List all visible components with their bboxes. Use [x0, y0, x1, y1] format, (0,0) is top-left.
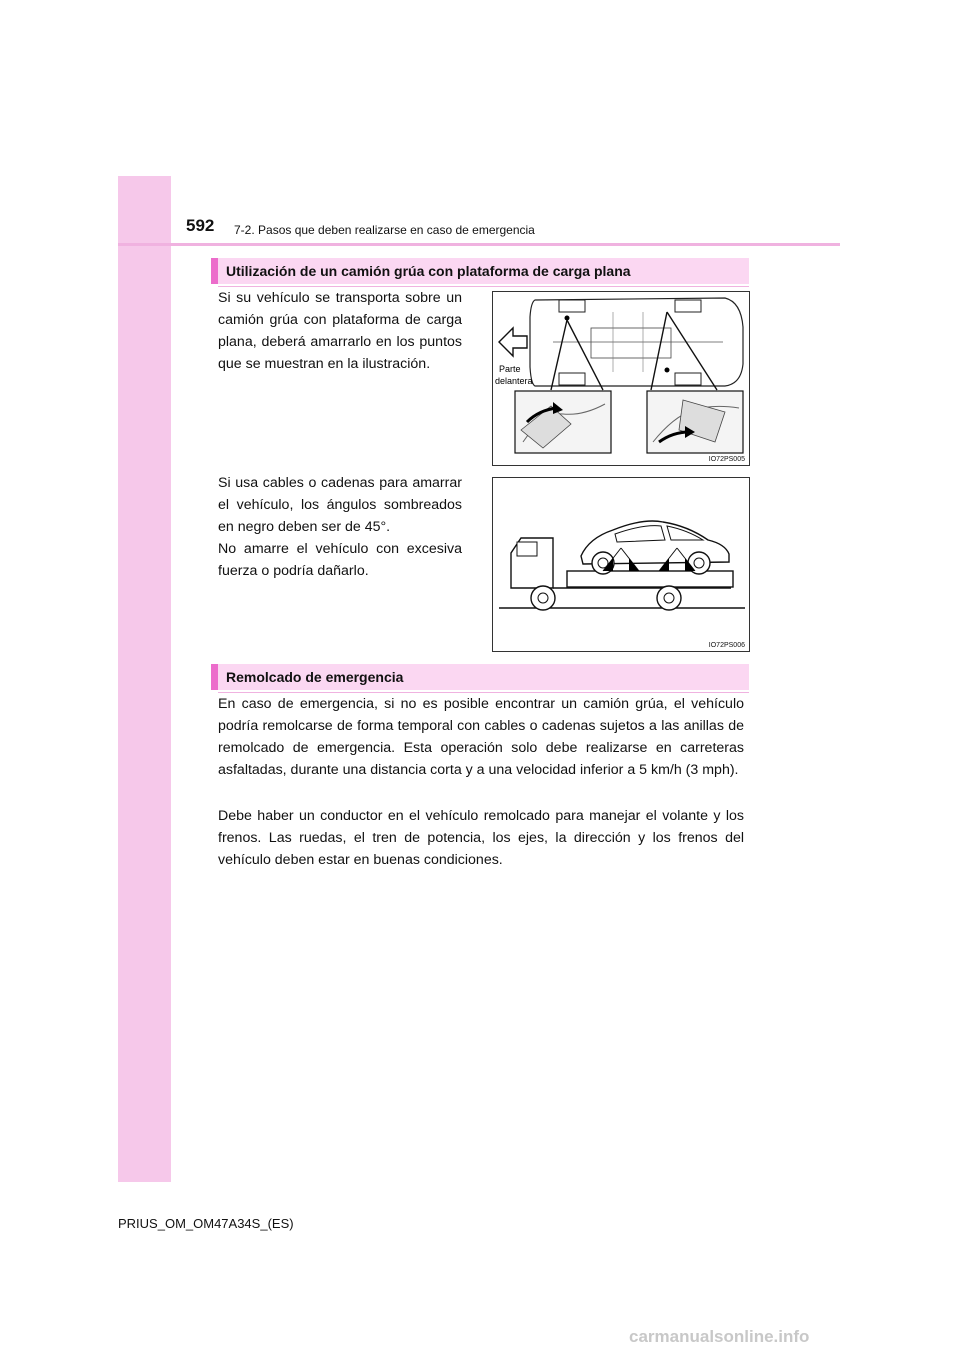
side-band — [118, 176, 171, 1182]
tie-down-points-figure — [492, 291, 750, 466]
page-number: 592 — [186, 216, 215, 235]
figure1-code: IO72PS005 — [708, 456, 745, 463]
section-heading-emergency-towing — [211, 664, 749, 690]
header-rule — [118, 243, 840, 246]
figure2-code: IO72PS006 — [708, 642, 745, 649]
front-label-line2: delantera — [495, 376, 533, 386]
chapter-title: 7-2. Pasos que deben realizarse en caso de emergencia — [234, 223, 535, 237]
flatbed-paragraph-3: No amarre el vehículo con excesiva fuerza o podría dañarlo. — [218, 541, 462, 579]
section-heading-flatbed-text: Utilización de un camión grúa con plataforma de carga plana — [226, 263, 631, 279]
section-heading-flatbed — [211, 258, 749, 284]
emergency-towing-paragraph-2: Debe haber un conductor en el vehículo remolcado para manejar el volante y los frenos. Las ruedas, el tren de potencia, los ejes, la dirección y los frenos del vehículo deben estar en buenas condiciones. — [218, 808, 744, 868]
tie-down-points-illustration — [493, 292, 749, 465]
flatbed-truck-figure — [492, 477, 750, 652]
flatbed-truck-illustration — [493, 478, 749, 651]
section-heading-emergency-towing-text: Remolcado de emergencia — [226, 669, 404, 685]
emergency-towing-paragraph-1: En caso de emergencia, si no es posible encontrar un camión grúa, el vehículo podría remolcarse de forma temporal con cables o cadenas sujetos a las anillas de remolcado de emergencia. Esta operación solo debe realizarse en carreteras asfaltadas, durante una distancia corta y a una velocidad inferior a 5 km/h (3 mph). — [218, 696, 744, 778]
footer-document-code: PRIUS_OM_OM47A34S_(ES) — [118, 1216, 294, 1231]
front-label-line1: Parte — [499, 364, 521, 374]
flatbed-paragraph-2: Si usa cables o cadenas para amarrar el vehículo, los ángulos sombreados en negro deben ser de 45°. — [218, 475, 462, 535]
front-direction-arrow-icon — [499, 328, 527, 356]
watermark: carmanualsonline.info — [629, 1327, 810, 1346]
flatbed-paragraph-1: Si su vehículo se transporta sobre un camión grúa con plataforma de carga plana, deberá amarrarlo en los puntos que se muestran en la ilustración. — [218, 290, 462, 372]
